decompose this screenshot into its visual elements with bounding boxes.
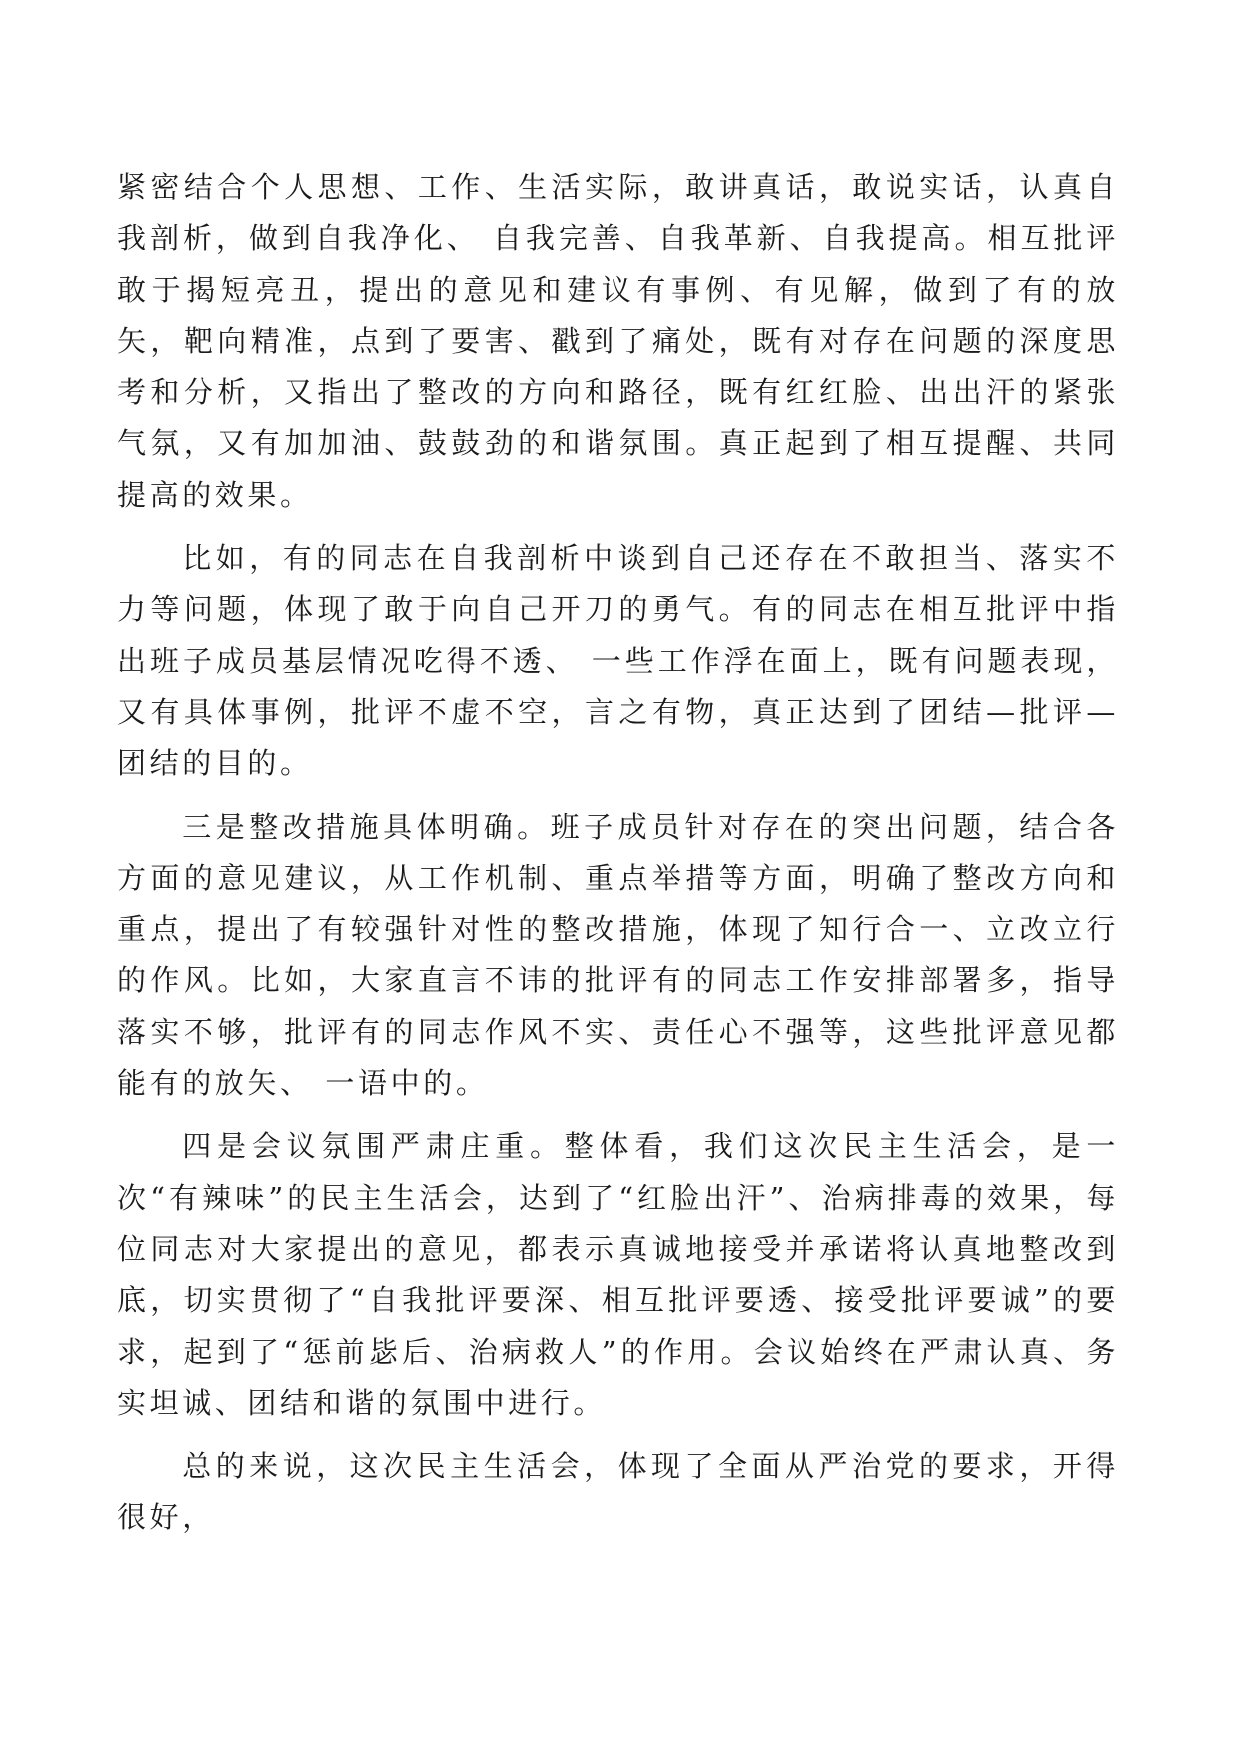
paragraph-4: 四是会议氛围严肃庄重。整体看，我们这次民主生活会，是一次“有辣味”的民主生活会，达到了“红脸出汗”、治病排毒的效果，每位同志对大家提出的意见，都表示真诚地接受并承诺将认真地整改到底，切实贯彻了“自我批评要深、相互批评要透、接受批评要诚”的要求，起到了“惩前毖后、治病救人”的作用。会议始终在严肃认真、务实坦诚、团结和谐的氛围中进行。 [117,1129,1119,1420]
paragraph-2: 比如，有的同志在自我剖析中谈到自己还存在不敢担当、落实不力等问题，体现了敢于向自己开刀的勇气。有的同志在相互批评中指出班子成员基层情况吃得不透、 一些工作浮在面上，既有问题表现，又有具体事例，批评不虚不空，言之有物，真正达到了团结—批评—团结的目的。 [117,541,1119,781]
paragraph-5: 总的来说，这次民主生活会，体现了全面从严治党的要求，开得很好， [117,1449,1119,1535]
document-body [117,162,1119,1556]
paragraph-3: 三是整改措施具体明确。班子成员针对存在的突出问题，结合各方面的意见建议，从工作机制、重点举措等方面，明确了整改方向和重点，提出了有较强针对性的整改措施，体现了知行合一、立改立行的作风。比如，大家直言不讳的批评有的同志工作安排部署多，指导落实不够，批评有的同志作风不实、责任心不强等，这些批评意见都能有的放矢、 一语中的。 [117,809,1119,1101]
paragraph-1: 紧密结合个人思想、工作、生活实际，敢讲真话，敢说实话，认真自我剖析，做到自我净化、 自我完善、自我革新、自我提高。相互批评敢于揭短亮丑，提出的意见和建议有事例、有见解，做到了有的放矢，靶向精准，点到了要害、戳到了痛处，既有对存在问题的深度思考和分析，又指出了整改的方向和路径，既有红红脸、出出汗的紧张气氛，又有加加油、鼓鼓劲的和谐氛围。真正起到了相互提醒、共同提高的效果。 [117,170,1119,512]
